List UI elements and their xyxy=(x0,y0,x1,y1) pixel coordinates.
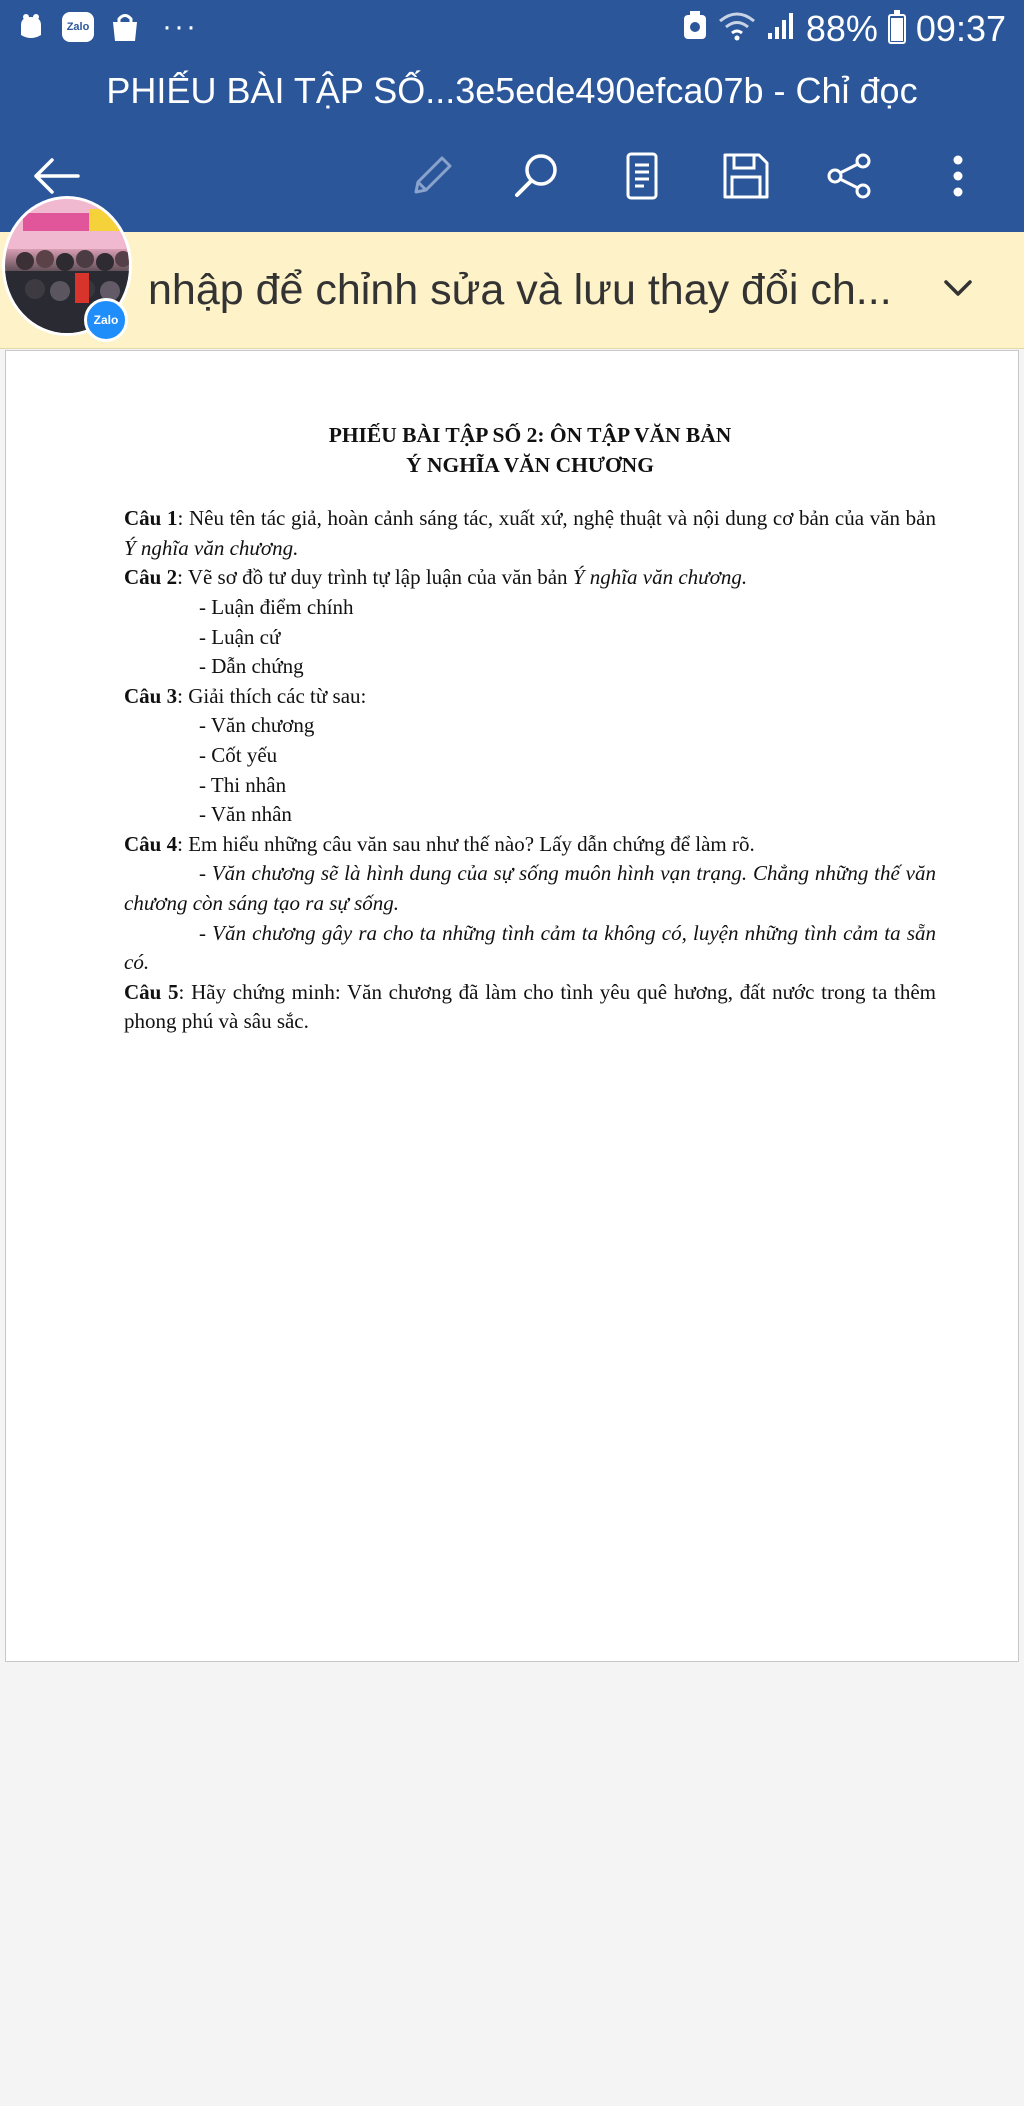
save-button[interactable] xyxy=(718,148,774,204)
edit-notice-text: nhập để chỉnh sửa và lưu thay đổi ch... xyxy=(148,266,892,314)
question-1-text: : Nêu tên tác giả, hoàn cảnh sáng tác, xuất xứ, nghệ thuật và nội dung cơ bản của văn bản xyxy=(177,506,936,531)
share-icon xyxy=(825,151,875,201)
zalo-chat-head[interactable] xyxy=(0,196,140,346)
question-4-label: Câu 4 xyxy=(124,831,178,856)
question-2-item: - Dẫn chứng xyxy=(199,654,304,679)
question-3 xyxy=(124,682,936,712)
question-1-label: Câu 1 xyxy=(124,506,178,531)
question-4 xyxy=(124,830,936,860)
question-2-text: : Vẽ sơ đồ tư duy trình tự lập luận của văn bản xyxy=(177,565,573,590)
document-title: PHIẾU BÀI TẬP SỐ...3e5ede490efca07b - Chỉ đọc xyxy=(0,62,1024,120)
question-4-quote-2 xyxy=(124,919,936,978)
clock: 09:37 xyxy=(915,8,1006,49)
question-3-label: Câu 3 xyxy=(124,683,178,708)
question-3-text: : Giải thích các từ sau: xyxy=(177,683,367,708)
battery-percent: 88% xyxy=(805,8,878,49)
shopping-bag-icon xyxy=(108,10,142,44)
zalo-icon: Zalo xyxy=(62,12,94,42)
zalo-badge-icon: Zalo xyxy=(84,298,128,342)
document-page[interactable] xyxy=(5,350,1019,1662)
notification-icons xyxy=(14,10,198,44)
system-status xyxy=(682,8,1006,50)
signal-icon xyxy=(766,8,796,50)
document-body xyxy=(124,421,936,1037)
search-button[interactable] xyxy=(508,148,564,204)
question-5-label: Câu 5 xyxy=(124,979,179,1004)
pencil-icon xyxy=(408,152,456,200)
data-saver-icon xyxy=(682,8,708,50)
question-3-item: - Cốt yếu xyxy=(199,742,278,767)
question-3-item: - Thi nhân xyxy=(199,772,287,797)
edit-notice-bar[interactable] xyxy=(0,232,1024,349)
more-notifications-icon: ··· xyxy=(162,10,198,43)
battery-fill xyxy=(891,18,903,41)
question-3-item: - Văn chương xyxy=(199,713,315,738)
question-2-item: - Luận điểm chính xyxy=(199,594,354,619)
question-5-text: : Hãy chứng minh: Văn chương đã làm cho tình yêu quê hương, đất nước trong ta thêm phong phú và sâu sắc. xyxy=(124,979,936,1034)
edit-button[interactable] xyxy=(404,148,460,204)
doc-title-line-1: PHIẾU BÀI TẬP SỐ 2: ÔN TẬP VĂN BẢN xyxy=(328,423,732,447)
more-options-button[interactable] xyxy=(930,148,986,204)
chevron-down-icon[interactable] xyxy=(938,268,978,308)
reading-mode-icon xyxy=(622,151,662,201)
question-1-italic: Ý nghĩa văn chương. xyxy=(124,535,299,560)
app-icon xyxy=(14,10,48,44)
app-toolbar xyxy=(0,120,1024,232)
battery-icon xyxy=(888,14,906,44)
question-2-italic: Ý nghĩa văn chương. xyxy=(572,565,748,590)
question-4-quote-1 xyxy=(124,859,936,918)
question-2-label: Câu 2 xyxy=(124,565,178,590)
search-icon xyxy=(511,151,561,201)
question-4-text: : Em hiểu những câu văn sau như thế nào? Lấy dẫn chứng để làm rõ. xyxy=(177,831,755,856)
back-arrow-icon xyxy=(30,156,82,196)
wifi-icon xyxy=(718,8,756,50)
question-4-quote-2-text: - Văn chương gây ra cho ta những tình cảm ta không có, luyện những tình cảm ta sẵn có. xyxy=(124,920,936,975)
question-2-item: - Luận cứ xyxy=(199,624,281,649)
question-1 xyxy=(124,504,936,563)
doc-title-line-2: Ý NGHĨA VĂN CHƯƠNG xyxy=(406,452,654,477)
question-3-item: - Văn nhân xyxy=(199,802,292,827)
share-button[interactable] xyxy=(822,148,878,204)
save-icon xyxy=(721,151,771,201)
question-4-quote-1-text: - Văn chương sẽ là hình dung của sự sống muôn hình vạn trạng. Chẳng những thế văn chương còn sáng tạo ra sự sống. xyxy=(124,861,936,915)
reading-mode-button[interactable] xyxy=(614,148,670,204)
question-5 xyxy=(124,978,936,1037)
status-bar xyxy=(0,0,1024,62)
question-2 xyxy=(124,563,936,593)
more-vertical-icon xyxy=(950,152,966,200)
